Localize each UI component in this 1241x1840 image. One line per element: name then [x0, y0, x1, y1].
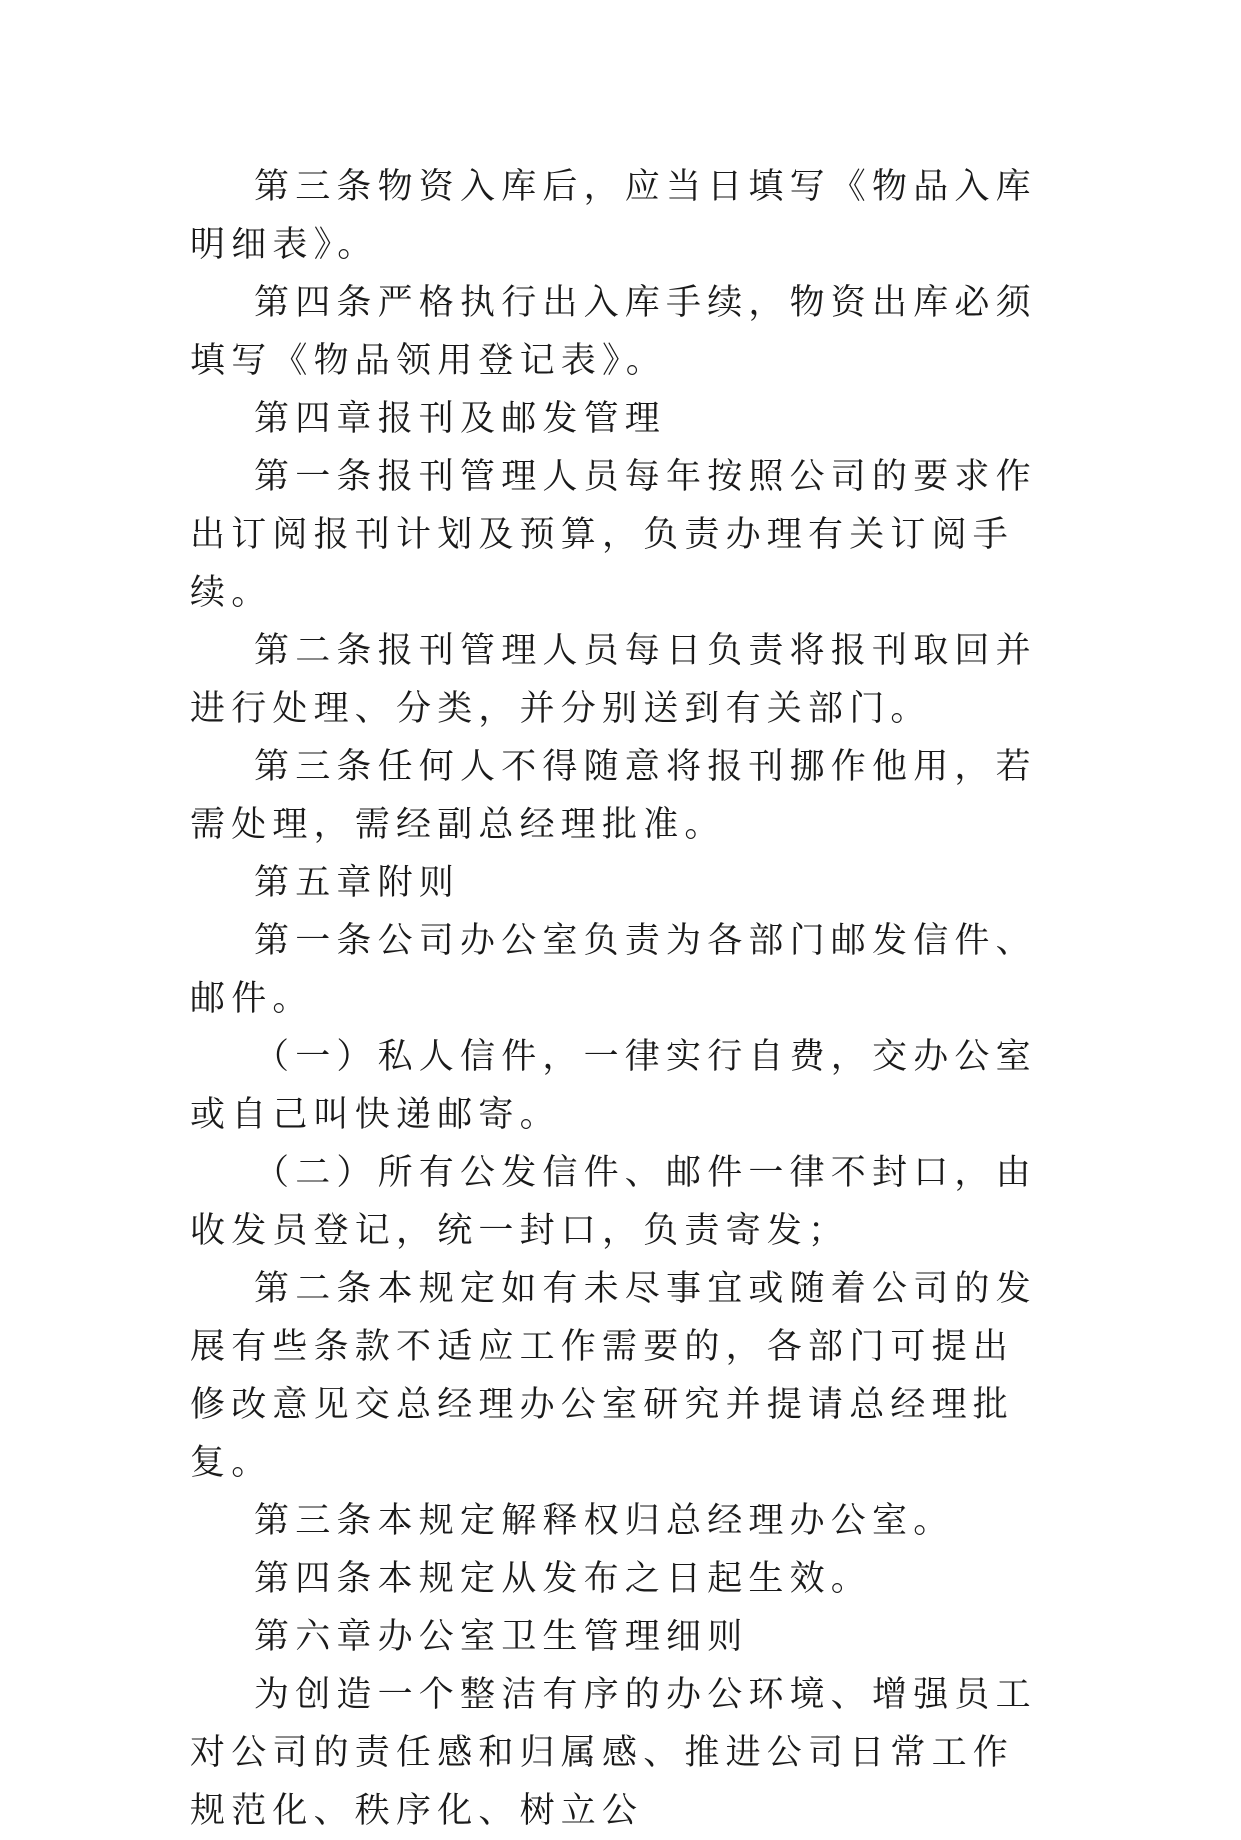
paragraph: 第三条物资入库后，应当日填写《物品入库明细表》。: [190, 167, 1037, 265]
paragraph: （二）所有公发信件、邮件一律不封口，由收发员登记，统一封口，负责寄发；: [190, 1153, 1037, 1251]
paragraph: 第四条本规定从发布之日起生效。: [254, 1559, 873, 1599]
paragraph: 第三条本规定解释权归总经理办公室。: [254, 1501, 955, 1541]
paragraph: 第二条报刊管理人员每日负责将报刊取回并进行处理、分类，并分别送到有关部门。: [190, 631, 1037, 729]
chapter-heading: 第六章办公室卫生管理细则: [254, 1617, 749, 1657]
chapter-heading: 第四章报刊及邮发管理: [254, 399, 667, 439]
chapter-heading: 第五章附则: [254, 863, 461, 903]
paragraph: 第一条报刊管理人员每年按照公司的要求作出订阅报刊计划及预算，负责办理有关订阅手续。: [190, 457, 1037, 613]
paragraph: 第四条严格执行出入库手续，物资出库必须填写《物品领用登记表》。: [190, 283, 1037, 381]
paragraph: 第二条本规定如有未尽事宜或随着公司的发展有些条款不适应工作需要的，各部门可提出修改意见交总经理办公室研究并提请总经理批复。: [190, 1269, 1037, 1483]
paragraph: （一）私人信件，一律实行自费，交办公室或自己叫快递邮寄。: [190, 1037, 1037, 1135]
paragraph: 为创造一个整洁有序的办公环境、增强员工对公司的责任感和归属感、推进公司日常工作规范化、秩序化、树立公: [190, 1675, 1037, 1831]
paragraph: 第三条任何人不得随意将报刊挪作他用，若需处理，需经副总经理批准。: [190, 747, 1037, 845]
document-body: [190, 158, 1050, 1840]
paragraph: 第一条公司办公室负责为各部门邮发信件、邮件。: [190, 921, 1037, 1019]
